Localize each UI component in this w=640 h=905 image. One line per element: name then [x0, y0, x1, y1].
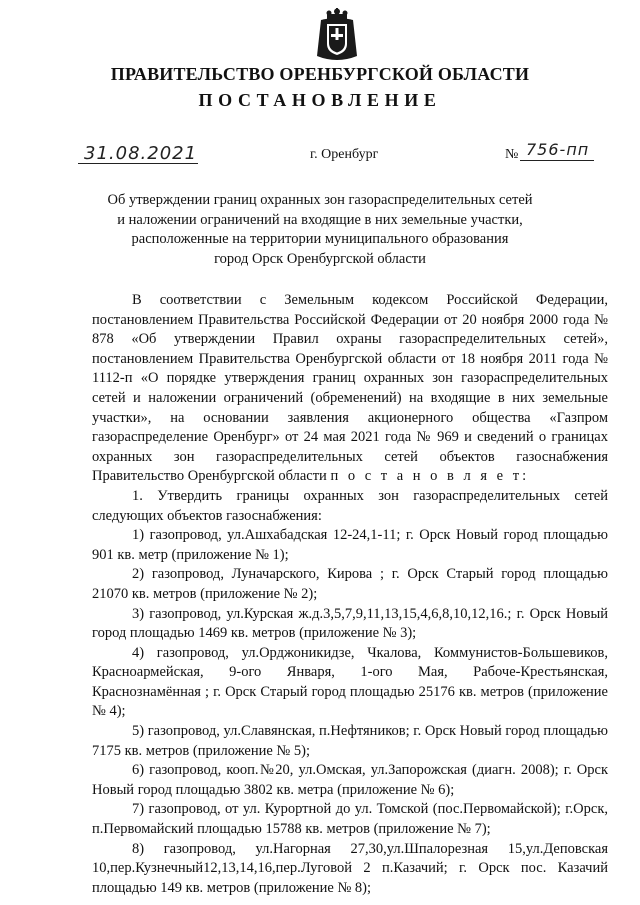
subject-line: город Орск Оренбургской области [214, 250, 426, 267]
subject-line: расположенные на территории муниципального образования [131, 231, 509, 247]
list-item: 2) газопровод, Луначарского, Кирова ; г. Орск Старый город площадью 21070 кв. метров (приложение № 2); [92, 566, 608, 602]
subject-line: и наложении ограничений на входящие в них земельные участки, [117, 211, 523, 228]
list-item: 5) газопровод, ул.Славянская, п.Нефтяников; г. Орск Новый город площадью 7175 кв. метров (приложение № 5); [92, 723, 608, 759]
number-underline [520, 160, 594, 161]
list-item: 8) газопровод, ул.Нагорная 27,30,ул.Шпалорезная 15,ул.Деповская 10,пер.Кузнечный12,13,14,16,пер.Луговой 2 п.Казачий; г. Орск пос. Казачий площадью 149 кв. метров (приложение № 8); [92, 840, 608, 896]
list-item: 4) газопровод, ул.Орджоникидзе, Чкалова, Коммунистов-Большевиков, Красноармейская, 9-ого Января, 1-ого Мая, Рабоче-Крестьянская, Краснознамённая ; г. Орск Старый город площадью 25176 кв. метров (приложение № 4); [92, 644, 608, 720]
list-item: 1) газопровод, ул.Ашхабадская 12-24,1-11; г. Орск Новый город площадью 901 кв. метр (приложение № 1); [92, 527, 608, 563]
preamble-text: В соответствии с Земельным кодексом Российской Федерации, постановлением Правительства Российской Федерации от 20 ноября 2000 года № 878 «Об утверждении Правил охраны газораспределительных сетей», постановлением Правительства Оренбургской области от 18 ноября 2011 года № 1112-п «О порядке утверждения границ охранных зон газораспределительных сетей и наложении ограничений (обременений) на входящие в них земельные участки», на основании заявления акционерного общества «Газпром газораспределение Оренбург» от 24 мая 2021 года № 969 и сведений о границах охранных зон газораспределительных сетей объектов газоснабжения Правительство Оренбургской области [92, 292, 608, 485]
coat-of-arms-icon [313, 8, 361, 64]
document-number: 756-пп [526, 140, 590, 159]
resolves-text: п о с т а н о в л я е т: [330, 468, 530, 485]
document-type: ПОСТАНОВЛЕНИЕ [198, 90, 442, 110]
government-title: ПРАВИТЕЛЬСТВО ОРЕНБУРГСКОЙ ОБЛАСТИ [110, 64, 530, 84]
subject-line: Об утверждении границ охранных зон газораспределительных сетей [107, 192, 533, 208]
list-item: 6) газопровод, кооп.№20, ул.Омская, ул.Запорожская (диагн. 2008); г. Орск Новый город площадью 3802 кв. метра (приложение № 6); [92, 762, 608, 798]
document-date: 31.08.2021 [84, 143, 198, 164]
clause-1: 1. Утвердить границы охранных зон газораспределительных сетей следующих объектов газоснабжения: [92, 487, 608, 524]
list-item: 7) газопровод, от ул. Курортной до ул. Томской (пос.Первомайской); г.Орск, п.Первомайский площадью 15788 кв. метров (приложение № 7); [92, 801, 608, 838]
date-underline [78, 163, 198, 164]
preamble-paragraph [92, 291, 608, 487]
number-label: № [505, 147, 519, 162]
document-body [92, 291, 608, 898]
document-subject [0, 191, 640, 269]
list-item: 3) газопровод, ул.Курская ж.д.3,5,7,9,11,13,15,4,6,8,10,12,16.; г. Орск Новый город площадью 1469 кв. метров (приложение № 3); [92, 605, 608, 642]
city: г. Оренбург [310, 147, 379, 162]
